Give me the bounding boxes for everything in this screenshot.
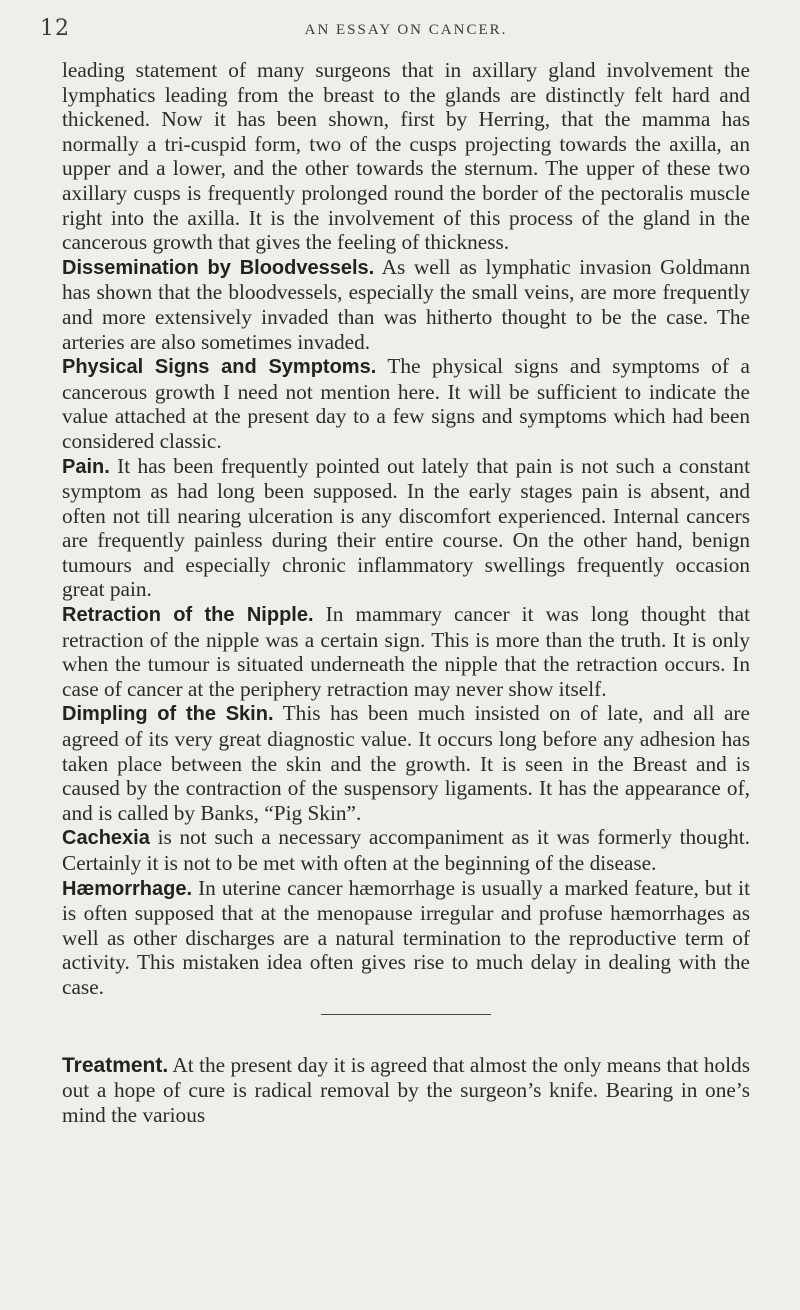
- paragraph-haemorrhage: [62, 876, 750, 1000]
- section-heading-dimpling: Dimpling of the Skin.: [62, 703, 274, 726]
- paragraph-text: At the present day it is agreed that almost the only means that holds out a hope of cure is radical removal by the surgeon’s knife. Bearing in one’s mind the various: [62, 1052, 750, 1127]
- paragraph-text: In uterine cancer hæmorrhage is usually a marked feature, but it is often supposed that at the menopause irregular and profuse hæmorrhages as well as other discharges are a natural termination to the reproductive term of activity. This mistaken idea often gives rise to much delay in dealing with the case.: [62, 875, 750, 999]
- paragraph-physical-signs: [62, 354, 750, 453]
- paragraph-dimpling: [62, 701, 750, 825]
- section-heading-cachexia: Cachexia: [62, 827, 150, 850]
- paragraph-text: is not such a necessary accompaniment as it was formerly thought. Certainly it is not to be met with often at the beginning of the disease.: [62, 825, 750, 875]
- paragraph-text: As well as lymphatic invasion Goldmann has shown that the bloodvessels, especially the small veins, are more frequently and more extensively invaded than was hitherto thought to be the case. The arteries are also sometimes invaded.: [62, 254, 750, 354]
- section-heading-dissemination: Dissemination by Bloodvessels.: [62, 256, 375, 279]
- paragraph-treatment: [62, 1053, 750, 1128]
- section-heading-physical-signs: Physical Signs and Symptoms.: [62, 356, 377, 379]
- paragraph-cachexia: [62, 825, 750, 875]
- page-number: 12: [40, 16, 70, 41]
- paragraph-retraction: [62, 602, 750, 701]
- section-heading-pain: Pain.: [62, 455, 110, 478]
- section-heading-retraction: Retraction of the Nipple.: [62, 604, 314, 627]
- paragraph-text: The physical signs and symptoms of a cancerous growth I need not mention here. It will be sufficient to indicate the value attached at the present day to a few signs and symptoms which had been considered classic.: [62, 354, 750, 453]
- running-title: AN ESSAY ON CANCER.: [304, 22, 508, 38]
- section-heading-treatment: Treatment.: [62, 1053, 169, 1077]
- body-text: [62, 58, 750, 1127]
- section-heading-haemorrhage: Hæmorrhage.: [62, 877, 193, 900]
- paragraph-text: In mammary cancer it was long thought that retraction of the nipple was a certain sign. This is more than the truth. It is only when the tumour is situated underneath the nipple that the retraction occurs. In case of cancer at the periphery retraction may never show itself.: [62, 602, 751, 701]
- paragraph-text: leading statement of many surgeons that in axillary gland involvement the lymphatics leading from the breast to the glands are distinctly felt hard and thickened. Now it has been shown, first by Herring, that the mamma has normally a tri-cuspid form, two of the cusps projecting towards the axilla, an upper and a lower, and the other towards the sternum. The upper of these two axillary cusps is frequently prolonged round the border of the pectoralis muscle right into the axilla. It is the involvement of this process of the gland in the cancerous growth that gives the feeling of thickness.: [62, 58, 750, 255]
- paragraph-pain: [62, 454, 750, 603]
- paragraph-text: This has been much insisted on of late, and all are agreed of its very great diagnostic value. It occurs long before any adhesion has taken place between the skin and the growth. It is seen in the Breast and is caused by the contraction of the suspensory ligaments. It has the appearance of, and is called by Banks, “Pig Skin”.: [62, 701, 750, 825]
- section-divider: [321, 1014, 491, 1015]
- running-head: [40, 0, 750, 54]
- paragraph-text: It has been frequently pointed out lately that pain is not such a constant symptom as had long been supposed. In the early stages pain is absent, and often not till nearing ulceration is any discomfort experienced. Internal cancers are frequently painless during their entire course. On the other hand, benign tumours and especially chronic inflammatory swellings frequently occasion great pain.: [62, 453, 750, 602]
- paragraph-lymphatics: [62, 58, 750, 255]
- paragraph-dissemination: [62, 255, 750, 354]
